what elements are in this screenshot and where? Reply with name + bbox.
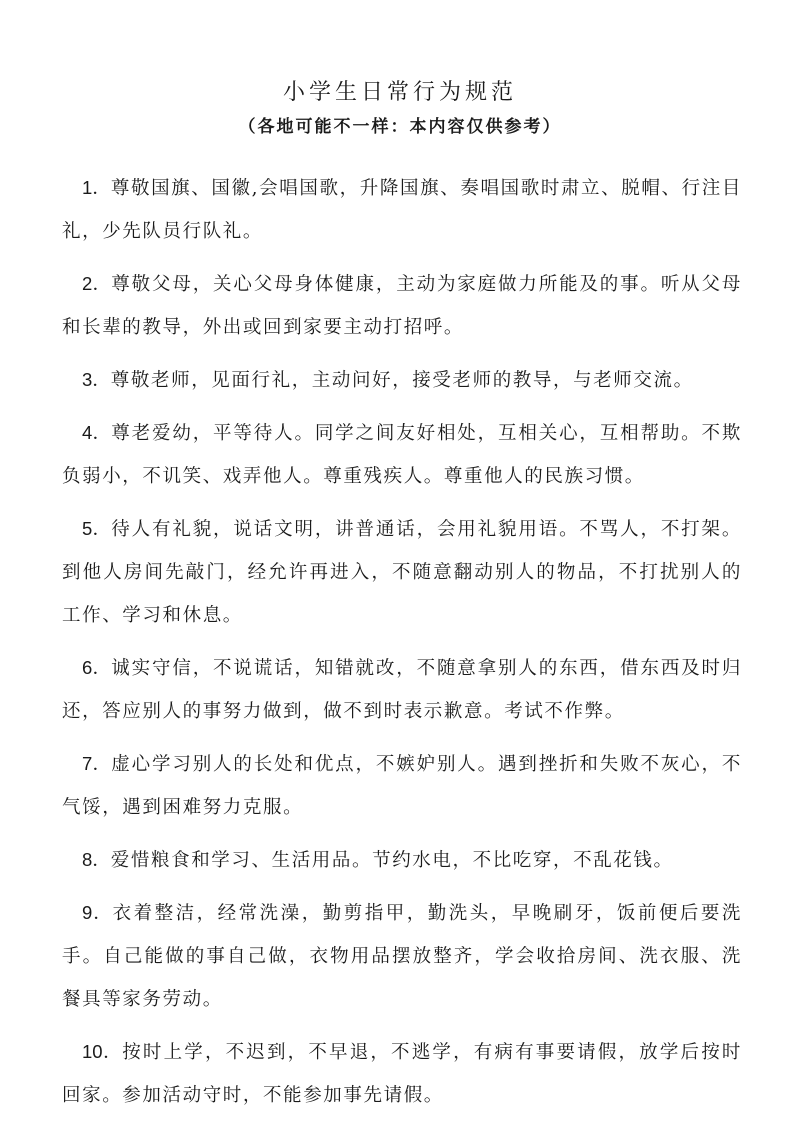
rule-number: 2．	[82, 273, 112, 294]
rule-number: 1．	[82, 177, 111, 198]
rule-item	[62, 411, 742, 498]
rule-item	[62, 838, 742, 882]
rule-text: 爱惜粮食和学习、生活用品。节约水电，不比吃穿，不乱花钱。	[110, 850, 674, 871]
rule-number: 4．	[82, 422, 112, 443]
rule-number: 7．	[82, 753, 112, 774]
rule-item	[62, 507, 742, 637]
rule-item	[62, 166, 742, 253]
rule-number: 3．	[82, 369, 111, 390]
rule-item	[62, 646, 742, 733]
rule-text: 诚实守信，不说谎话，知错就改，不随意拿别人的东西，借东西及时归还，答应别人的事努力做到，做不到时表示歉意。考试不作弊。	[62, 658, 742, 722]
rule-item	[62, 262, 742, 349]
rule-item	[62, 358, 742, 402]
rule-text: 按时上学，不迟到，不早退，不逃学，有病有事要请假，放学后按时回家。参加活动守时，不能参加事先请假。	[62, 1042, 742, 1106]
rule-item	[62, 1030, 742, 1117]
rule-text: 尊敬老师，见面行礼，主动问好，接受老师的教导，与老师交流。	[110, 370, 694, 391]
rule-text: 衣着整洁，经常洗澡，勤剪指甲，勤洗头，早晚刷牙，饭前便后要洗手。自己能做的事自己做，衣物用品摆放整齐，学会收拾房间、洗衣服、洗餐具等家务劳动。	[62, 903, 742, 1010]
rule-number: 6．	[82, 657, 112, 678]
rules-list	[62, 166, 742, 1126]
rule-text: 尊敬父母，关心父母身体健康，主动为家庭做力所能及的事。听从父母和长辈的教导，外出或回到家要主动打招呼。	[62, 274, 742, 338]
rule-text: 尊敬国旗、国徽,会唱国歌，升降国旗、奏唱国歌时肃立、脱帽、行注目礼，少先队员行队礼。	[62, 178, 742, 242]
document-title: 小学生日常行为规范	[282, 79, 517, 105]
rule-item	[62, 742, 742, 829]
rule-number: 9．	[82, 902, 113, 923]
rule-number: 5．	[82, 518, 112, 539]
rule-text: 虚心学习别人的长处和优点，不嫉妒别人。遇到挫折和失败不灰心，不气馁，遇到困难努力克服。	[62, 754, 742, 818]
document-subtitle: （各地可能不一样：本内容仅供参考）	[238, 117, 562, 137]
rule-text: 尊老爱幼，平等待人。同学之间友好相处，互相关心，互相帮助。不欺负弱小，不讥笑、戏弄他人。尊重残疾人。尊重他人的民族习惯。	[62, 423, 742, 487]
rule-number: 8．	[82, 849, 111, 870]
rule-text: 待人有礼貌，说话文明，讲普通话，会用礼貌用语。不骂人，不打架。到他人房间先敲门，经允许再进入，不随意翻动别人的物品，不打扰别人的工作、学习和休息。	[62, 519, 742, 626]
rule-number: 10．	[82, 1041, 123, 1062]
rule-item	[62, 891, 742, 1021]
